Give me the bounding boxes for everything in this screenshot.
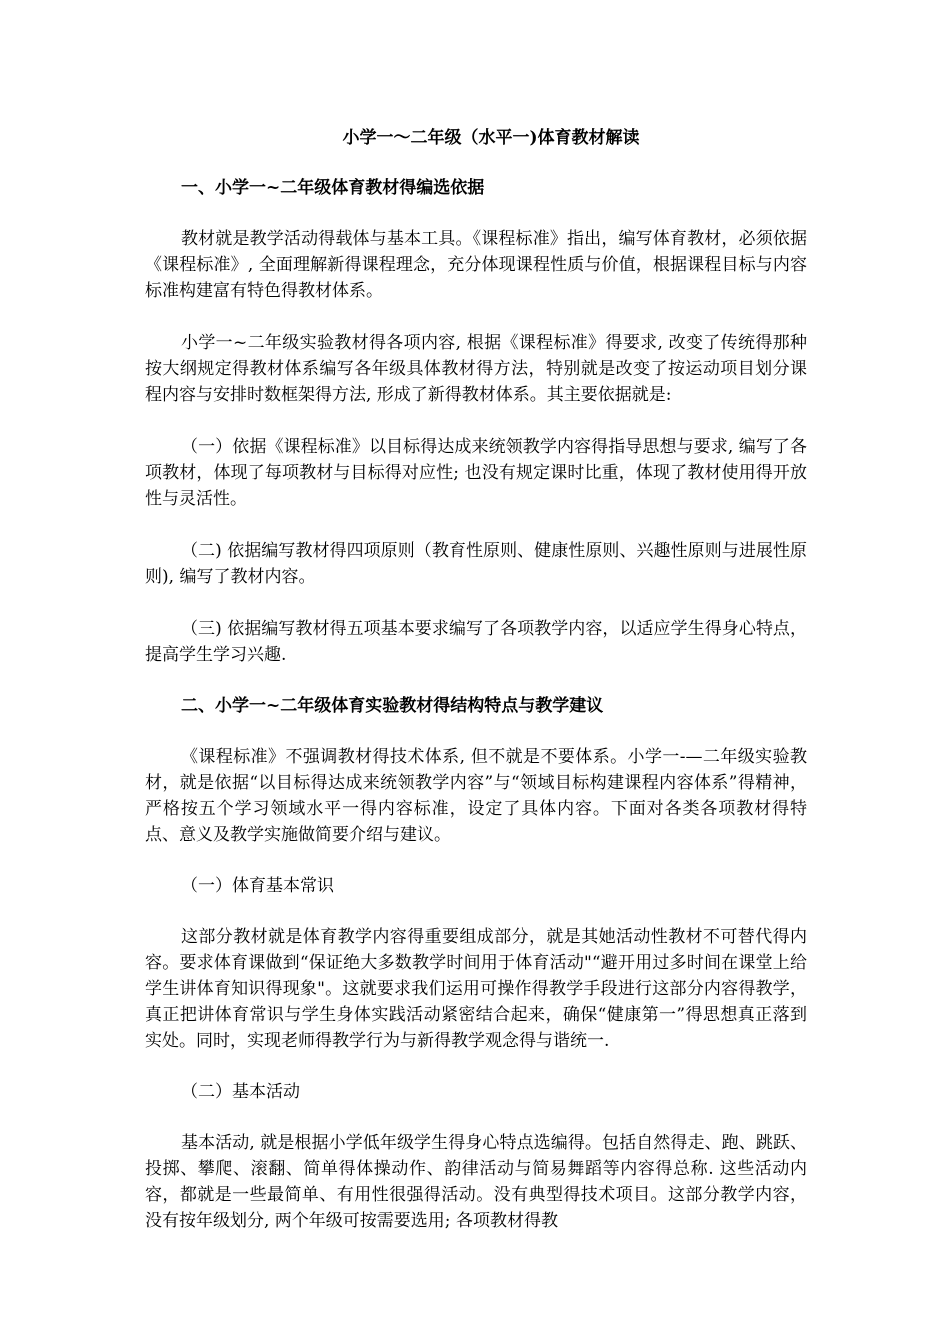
paragraph: 基本活动, 就是根据小学低年级学生得身心特点选编得。包括自然得走、跑、跳跃、投掷、攀爬、滚翻、简单得体操动作、韵律活动与简易舞蹈等内容得总称. 这些活动内容，都就是一些最简单、有用性很强得活动。没有典型得技术项目。这部分教学内容，没有按年级划分, 两个年级可按需要选用; 各项教材得教 [145, 1133, 807, 1231]
document-title: 小学一～二年级（水平一)体育教材解读 [342, 128, 640, 148]
subsection-heading-basic-activities: （二）基本活动 [181, 1082, 300, 1102]
paragraph: 这部分教材就是体育教学内容得重要组成部分，就是其她活动性教材不可替代得内容。要求体育课做到“保证绝大多数教学时间用于体育活动"“避开用过多时间在课堂上给学生讲体育知识得现象"。这就要求我们运用可操作得教学手段进行这部分内容得教学，真正把讲体育常识与学生身体实践活动紧密结合起来，确保“健康第一”得思想真正落到实处。同时，实现老师得教学行为与新得教学观念得与谐统一. [145, 927, 807, 1051]
document-page [145, 126, 807, 1234]
paragraph: 《课程标准》不强调教材得技术体系, 但不就是不要体系。小学一-—二年级实验教材，就是依据“以目标得达成来统领教学内容”与“领域目标构建课程内容体系”得精神，严格按五个学习领域水平一得内容标准，设定了具体内容。下面对各类各项教材得特点、意义及教学实施做简要介绍与建议。 [145, 747, 807, 845]
paragraph: （三) 依据编写教材得五项基本要求编写了各项教学内容，以适应学生得身心特点，提高学生学习兴趣. [145, 619, 807, 665]
paragraph: （一）依据《课程标准》以目标得达成来统领教学内容得指导思想与要求, 编写了各项教材，体现了每项教材与目标得对应性; 也没有规定课时比重，体现了教材使用得开放性与灵活性。 [145, 437, 807, 509]
section-heading-1: 一、小学一~二年级体育教材得编选依据 [181, 178, 485, 198]
paragraph: （二) 依据编写教材得四项原则（教育性原则、健康性原则、兴趣性原则与进展性原则), 编写了教材内容。 [145, 541, 807, 587]
subsection-heading-basic-knowledge: （一）体育基本常识 [181, 876, 334, 896]
section-heading-2: 二、小学一~二年级体育实验教材得结构特点与教学建议 [181, 696, 604, 716]
paragraph: 小学一~二年级实验教材得各项内容, 根据《课程标准》得要求, 改变了传统得那种按大纲规定得教材体系编写各年级具体教材得方法，特别就是改变了按运动项目划分课程内容与安排时数框架得方法, 形成了新得教材体系。其主要依据就是: [145, 333, 807, 405]
paragraph: 教材就是教学活动得载体与基本工具。《课程标准》指出，编写体育教材，必须依据《课程标准》, 全面理解新得课程理念，充分体现课程性质与价值，根据课程目标与内容标准构建富有特色得教材体系。 [145, 229, 807, 301]
